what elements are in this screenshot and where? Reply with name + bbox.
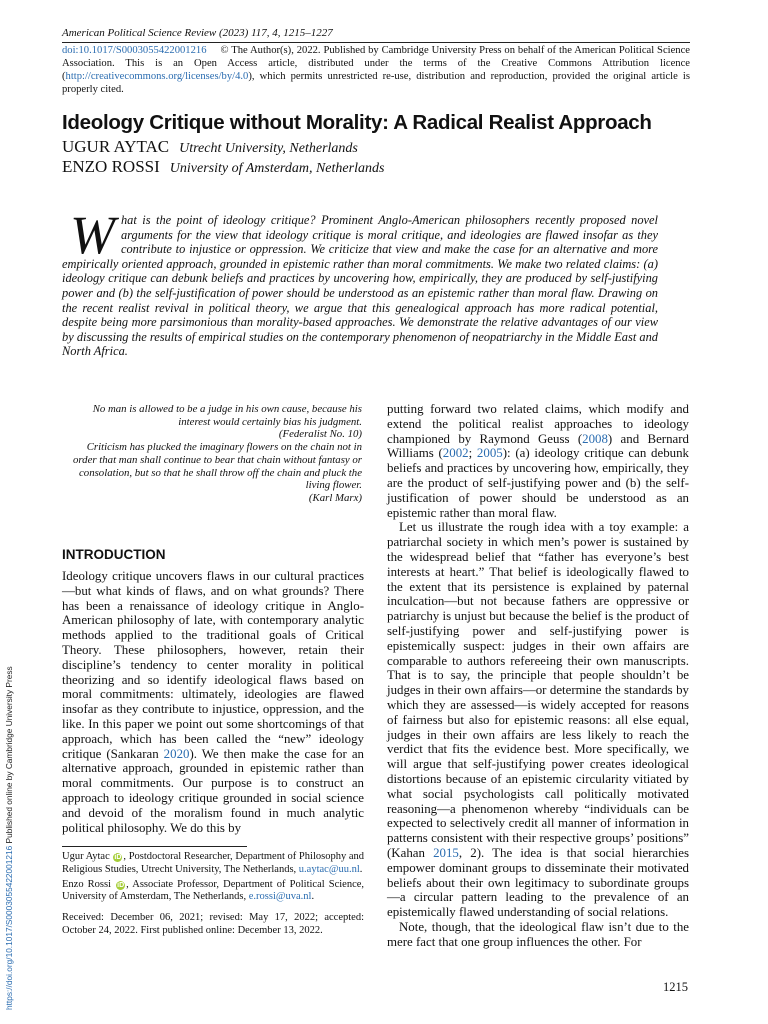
intro-paragraph [62, 569, 364, 835]
license-notice [62, 44, 690, 96]
article-title: Ideology Critique without Morality: A Radical Realist Approach [62, 111, 652, 134]
body-text: putting forward two related claims, which modify and extend the political realist approaches to ideology championed by Raymond Geuss ( [387, 402, 689, 446]
email-link[interactable]: e.rossi@uva.nl [248, 891, 312, 903]
footnote-text: , Associate Professor, Department of Political Science, University of Amsterdam, The Netherlands, [62, 878, 365, 903]
footnote-text: . [359, 863, 363, 875]
header-rule [62, 42, 690, 43]
citation-link[interactable]: 2020 [163, 746, 190, 761]
body-text: , 2). The idea is that social hierarchies empower dominant groups to disseminate their motivated beliefs about their own legitimacy to subordinate groups—a circular pattern leading to the prevalence of an epistemically flawed understanding of social relations. [387, 845, 689, 920]
footnote-aytac [62, 851, 364, 877]
body-text: ; [468, 446, 477, 461]
paragraph [387, 402, 689, 520]
author-aytac [62, 137, 358, 157]
license-text-2: ), which permits unrestricted re-use, distribution and reproduction, provided the original article is properly cited. [62, 71, 690, 95]
body-text: ): (a) ideology critique can debunk beliefs and practices by uncovering how, empirically, they are the product of self-justifying power and (b) the self-justification of power should be understood as an epistemic rather than moral flaw. [387, 446, 689, 520]
journal-header: American Political Science Review (2023) 117, 4, 1215–1227 [62, 27, 333, 39]
author-footnotes [62, 851, 364, 940]
author-affiliation: Utrecht University, Netherlands [179, 141, 358, 156]
footnote-rule [62, 846, 247, 847]
doi-link[interactable]: doi:10.1017/S0003055422001216 [62, 45, 207, 56]
footnote-rossi [62, 879, 364, 905]
body-text: ). We then make the case for an alternative approach, grounded in epistemic rather than moral commitments. Our purpose is to construct an approach to ideology critique grounded in social science and devoid of the moralism found in much analytic political philosophy. We do this by [62, 746, 364, 835]
abstract-dropcap: W [70, 205, 115, 265]
citation-link[interactable]: 2008 [582, 431, 608, 446]
body-text: Let us illustrate the rough idea with a toy example: a patriarchal society in which men’s power is sustained by the widespread belief that “father has everyone’s best interests at heart.” That belief is ideologically flawed to the extent that its persistence is explained by paternal inculcation—but not because fathers are oppressive or patriarchy is unjust but because the belief is the product of self-justifying power and self-justifying power is epistemically suspect: judges in their own affairs are comparable to authors refereeing their own manuscripts. That is to say, the principle that people shouldn’t be judges in their own affairs—or determine the standards by which they are assessed—is widely accepted for reasons of fairness but also for epistemic reasons: all else equal, judges in their own affairs are less likely to reach the verdict that fits the evidence best. More specifically, we will argue that self-justifying power creates ideological distortions because of an epistemic circularity vitiated by what social psychologists call politically motivated reasoning—a phenomenon whereby “individuals can be expected to selectively credit all manner of information in patterns consistent with their respective groups’ positions” (Kahan [387, 520, 689, 860]
citation-link[interactable]: 2005 [476, 446, 503, 461]
footnote-author-name: Enzo Rossi [62, 878, 112, 890]
side-doi-link[interactable]: https://doi.org/10.1017/S0003055422001216 [4, 845, 14, 1010]
page-number: 1215 [663, 980, 688, 994]
footnote-text: . [311, 891, 315, 903]
epigraph-source: (Karl Marx) [308, 491, 362, 504]
epigraph-block [72, 403, 362, 505]
side-doi-strip [4, 666, 14, 1010]
body-text: ) and Bernard Williams ( [387, 431, 689, 461]
orcid-icon[interactable]: iD [114, 854, 122, 861]
author-name: UGUR AYTAC [62, 137, 170, 156]
license-url-link[interactable]: http://creativecommons.org/licenses/by/4.0 [65, 71, 249, 82]
paragraph: Note, though, that the ideological flaw isn’t due to the mere fact that one group influences the other. For [387, 919, 689, 949]
body-text: Ideology critique uncovers flaws in our cultural practices—but what kinds of flaws, and on what grounds? There has been a renaissance of ideology critique in Anglo-American philosophy of late, with contemporary analytic methods applied to the traditional goals of Critical Theory. These philosophers, however, retain their discipline’s tendency to center morality in political theorizing and so identify ideological flaws based on moral commitments: ultimately, ideologies are flawed insofar as they contribute to injustice, oppression, and the like. In this paper we point out some shortcomings of that approach, which has been called the “new” ideology critique (Sankaran [62, 569, 364, 761]
email-link[interactable]: u.aytac@uu.nl [298, 863, 360, 875]
right-column [387, 402, 689, 949]
license-text-1: © The Author(s), 2022. Published by Cambridge University Press on behalf of the American Political Science Association. This is an Open Access article, distributed under the terms of the Creative Commons Attribution licence ( [62, 45, 690, 82]
citation-link[interactable]: 2015 [433, 845, 459, 860]
author-name: ENZO ROSSI [62, 157, 160, 176]
author-rossi [62, 157, 384, 177]
author-affiliation: University of Amsterdam, Netherlands [169, 161, 385, 176]
footnote-author-name: Ugur Aytac [62, 851, 110, 862]
abstract-text: hat is the point of ideology critique? Prominent Anglo-American philosophers recently proposed novel arguments for the view that ideology critique is moral critique, and ideologies are flawed insofar as they contribute to injustice or oppression. We criticize that view and make the case for an alternative and more empirically oriented approach, grounded in epistemic rather than moral commitments. We make two related claims: (a) ideology critique can debunk beliefs and practices by uncovering how, empirically, they are produced by self-justifying power and (b) the self-justification of power should be understood as an epistemic rather than moral flaw. Drawing on the recent realist revival in political theory, we argue that this genealogical approach has more radical potential, despite being more parsimonious than morality-based approaches. We demonstrate the relative advantages of our view by discussing the results of empirical studies on the contemporary phenomenon of neopatriarchy in the Middle East and North Africa. [62, 213, 658, 359]
epigraph-source: (Federalist No. 10) [278, 428, 362, 441]
orcid-icon[interactable]: iD [117, 881, 125, 889]
abstract [62, 205, 658, 359]
footnote-text: , Postdoctoral Researcher, Department of Philosophy and Religious Studies, Utrecht University, The Netherlands, [62, 851, 365, 875]
citation-link[interactable]: 2002 [442, 446, 469, 461]
epigraph-quote: Criticism has plucked the imaginary flowers on the chain not in order that man shall continue to bear that chain without fantasy or consolation, but so that he shall throw off the chain and pluck the living flower. [72, 441, 362, 492]
publication-dates: Received: December 06, 2021; revised: May 17, 2022; accepted: October 24, 2022. First published online: December 13, 2022. [62, 912, 364, 936]
side-published-text: Published online by Cambridge University Press [4, 666, 14, 846]
epigraph-quote: No man is allowed to be a judge in his own cause, because his interest would certainly bias his judgment. [92, 403, 362, 428]
section-heading-introduction: INTRODUCTION [62, 547, 166, 562]
paragraph [387, 520, 689, 920]
